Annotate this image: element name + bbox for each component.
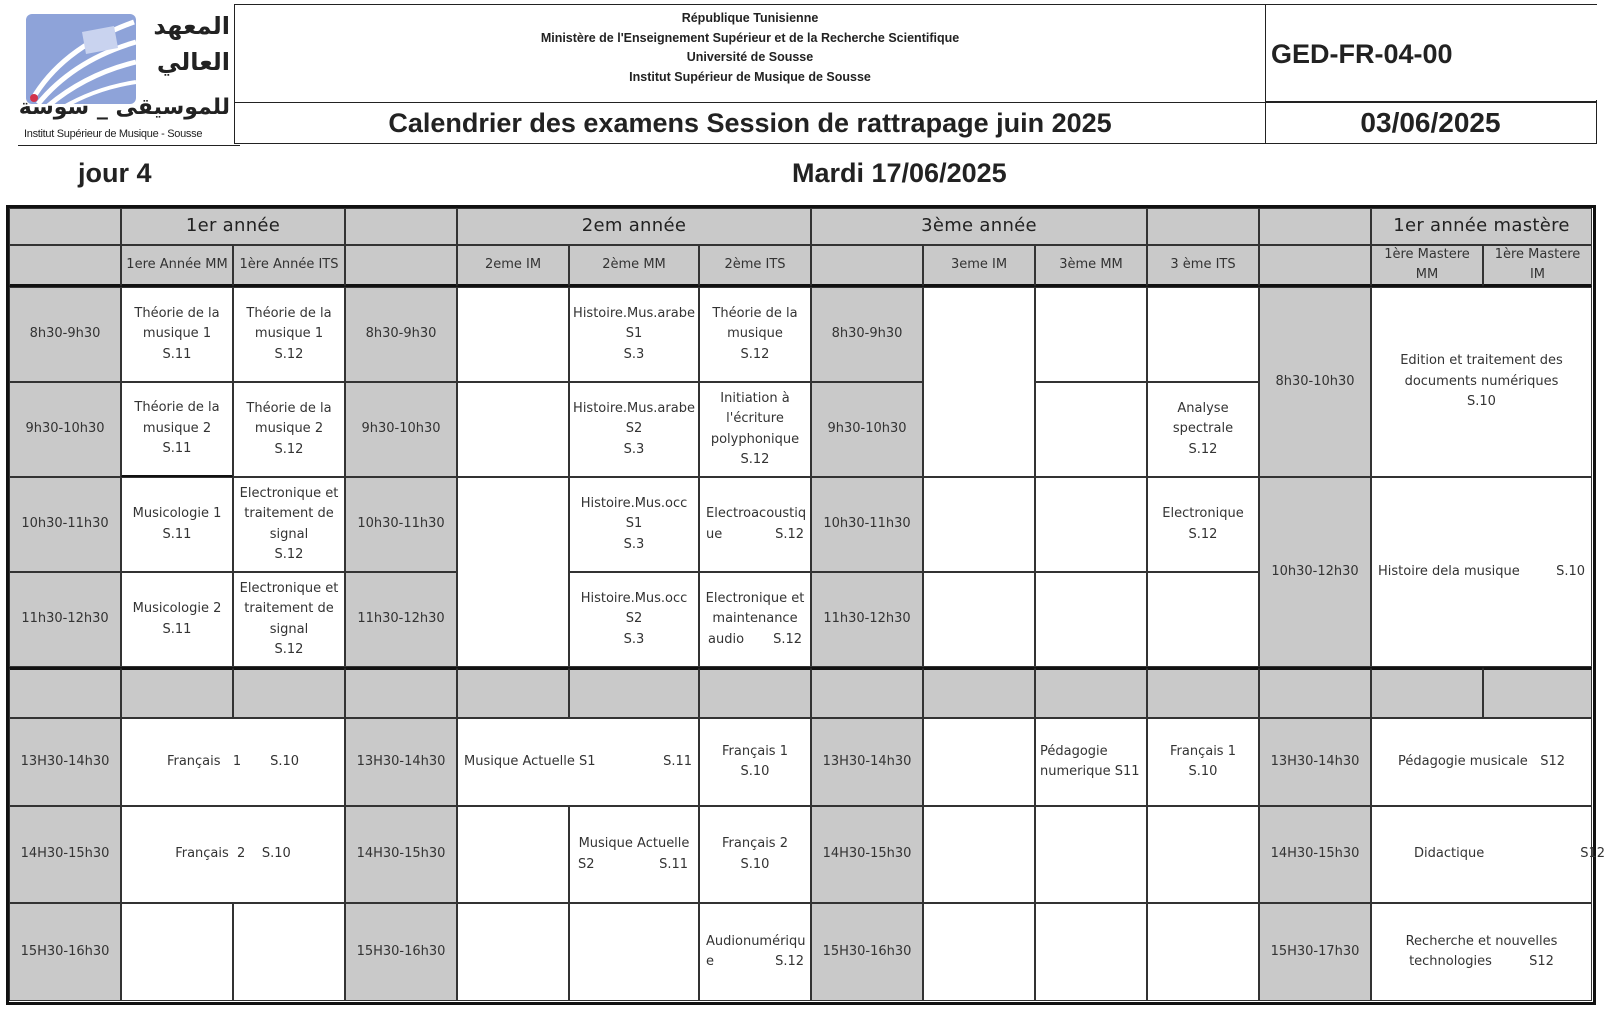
time-cell: 9h30-10h30 xyxy=(9,382,121,477)
exam-cell xyxy=(699,903,811,1001)
room-label: S.11 xyxy=(659,856,688,872)
empty-cell xyxy=(923,903,1035,1001)
exam-cell: Musicologie 2 S.11 xyxy=(121,572,233,667)
blank-subheader-cell xyxy=(1259,245,1371,287)
exam-cell-text: Musique Actuelle S1 xyxy=(464,753,596,769)
break-cell xyxy=(699,667,811,718)
logo-arabic-line-2: العالي xyxy=(156,48,230,76)
info-line-ministry: Ministère de l'Enseignement Supérieur et de la Recherche Scientifique xyxy=(540,30,960,45)
info-line-country: République Tunisienne xyxy=(681,11,819,25)
break-cell xyxy=(923,667,1035,718)
room-label: S.12 xyxy=(773,631,802,647)
exam-cell: Théorie de la musique 2 S.12 xyxy=(233,382,345,477)
exam-cell: Théorie de la musique 1 S.11 xyxy=(121,287,233,382)
exam-cell-line: Musique Actuelle xyxy=(578,836,690,851)
exam-cell-line: Electronique et maintenance xyxy=(705,590,805,627)
empty-cell xyxy=(121,903,233,1001)
exam-cell xyxy=(1371,903,1592,1001)
document-title: Calendrier des examens Session de rattrapage juin 2025 xyxy=(388,108,1112,138)
time-cell: 9h30-10h30 xyxy=(811,382,923,477)
document-code-box xyxy=(1265,4,1597,102)
exam-cell: Français 2 S.10 xyxy=(699,806,811,903)
exam-cell: Histoire.Mus.occ S1 S.3 xyxy=(569,477,699,572)
exam-cell: Histoire.Mus.arabe S2 S.3 xyxy=(569,382,699,477)
time-cell: 13H30-14h30 xyxy=(811,718,923,806)
info-line-university: Université de Sousse xyxy=(686,50,814,64)
subheader-y2-its: 2ème ITS xyxy=(699,245,811,287)
document-header xyxy=(6,4,1598,144)
logo-divider xyxy=(18,145,240,146)
exam-cell-text: audio xyxy=(708,631,745,647)
exam-cell: Français 1 S.10 xyxy=(1147,718,1259,806)
exam-cell: Initiation à l'écriture polyphonique S.12 xyxy=(699,382,811,477)
empty-cell xyxy=(233,903,345,1001)
break-cell xyxy=(121,667,233,718)
exam-cell xyxy=(569,806,699,903)
subheader-y1-mm: 1ere Année MM xyxy=(121,245,233,287)
group-header-master1: 1er année mastère xyxy=(1371,208,1592,245)
blank-header-cell xyxy=(1259,208,1371,245)
empty-cell xyxy=(569,903,699,1001)
exam-cell: Edition et traitement des documents numériques S.10 xyxy=(1371,287,1592,477)
exam-cell: Analyse spectrale S.12 xyxy=(1147,382,1259,477)
blank-header-cell xyxy=(345,208,457,245)
day-date: Mardi 17/06/2025 xyxy=(792,158,1007,188)
empty-cell xyxy=(1147,806,1259,903)
document-title-box xyxy=(234,102,1266,144)
time-cell: 8h30-9h30 xyxy=(9,287,121,382)
exam-cell-text: Didactique xyxy=(1414,846,1485,862)
room-label: S.11 xyxy=(663,753,692,769)
document-date-box xyxy=(1265,102,1597,144)
time-cell: 13H30-14h30 xyxy=(1259,718,1371,806)
time-cell: 13H30-14h30 xyxy=(9,718,121,806)
empty-cell xyxy=(457,477,569,667)
exam-cell-line xyxy=(578,855,690,876)
empty-cell xyxy=(1035,382,1147,477)
exam-cell: Pédagogie musicale S12 xyxy=(1371,718,1592,806)
institution-info xyxy=(234,4,1266,102)
time-cell: 11h30-12h30 xyxy=(811,572,923,667)
empty-cell xyxy=(1147,572,1259,667)
exam-cell: Electronique S.12 xyxy=(1147,477,1259,572)
exam-cell xyxy=(1371,477,1592,667)
empty-cell xyxy=(1147,903,1259,1001)
time-cell: 10h30-11h30 xyxy=(9,477,121,572)
subheader-y2-mm: 2ème MM xyxy=(569,245,699,287)
exam-cell xyxy=(457,718,699,806)
exam-cell: Théorie de la musique 1 S.12 xyxy=(233,287,345,382)
empty-cell xyxy=(1035,806,1147,903)
empty-cell xyxy=(1035,287,1147,382)
time-cell: 15H30-17h30 xyxy=(1259,903,1371,1001)
exam-cell: Théorie de la musique S.12 xyxy=(699,287,811,382)
day-label: jour 4 xyxy=(78,158,152,188)
logo-arabic-line-1: المعهد xyxy=(153,12,230,40)
exam-cell xyxy=(1035,718,1147,806)
exam-cell-text: Histoire dela musique xyxy=(1378,563,1520,579)
break-cell xyxy=(9,667,121,718)
group-header-year1: 1er année xyxy=(121,208,345,245)
exam-cell-line: Audionumériqu xyxy=(706,933,806,949)
room-label: S.10 xyxy=(1556,563,1585,579)
time-cell: 14H30-15h30 xyxy=(1259,806,1371,903)
exam-cell xyxy=(1371,806,1605,903)
subheader-m1-im: 1ère Mastere IM xyxy=(1483,245,1592,287)
exam-cell: Histoire.Mus.occ S2 S.3 xyxy=(569,572,699,667)
exam-cell: Electronique et traitement de signal S.12 xyxy=(233,477,345,572)
blank-subheader-cell xyxy=(345,245,457,287)
break-cell xyxy=(1035,667,1147,718)
time-cell: 14H30-15h30 xyxy=(811,806,923,903)
exam-cell-line: Electroacoustiq xyxy=(706,506,807,521)
empty-cell xyxy=(457,903,569,1001)
empty-cell xyxy=(1035,572,1147,667)
time-cell: 11h30-12h30 xyxy=(345,572,457,667)
room-label: S12 xyxy=(1580,846,1605,862)
exam-cell-line: numerique S11 xyxy=(1040,764,1140,779)
subheader-y2-im: 2eme IM xyxy=(457,245,569,287)
break-cell xyxy=(811,667,923,718)
empty-cell xyxy=(1035,477,1147,572)
exam-cell-line xyxy=(706,952,804,973)
time-cell: 11h30-12h30 xyxy=(9,572,121,667)
exam-cell: Français 2 S.10 xyxy=(121,806,345,903)
break-cell xyxy=(1259,667,1371,718)
empty-cell xyxy=(923,477,1035,572)
empty-cell xyxy=(457,287,569,382)
time-cell: 14H30-15h30 xyxy=(9,806,121,903)
exam-cell-line: Pédagogie xyxy=(1040,743,1108,759)
document-code: GED-FR-04-00 xyxy=(1271,39,1453,69)
exam-cell-text: ue xyxy=(706,526,723,542)
exam-cell-line: technologies S12 xyxy=(1409,954,1554,969)
empty-cell xyxy=(1035,903,1147,1001)
document-date: 03/06/2025 xyxy=(1360,107,1501,138)
empty-cell xyxy=(1147,287,1259,382)
group-header-year3: 3ème année xyxy=(811,208,1147,245)
time-cell: 15H30-16h30 xyxy=(9,903,121,1001)
exam-cell-text: e xyxy=(706,954,714,969)
exam-cell: Français 1 S.10 xyxy=(699,718,811,806)
break-cell xyxy=(569,667,699,718)
exam-cell: Théorie de la musique 2 S.11 xyxy=(121,382,233,477)
time-cell: 8h30-9h30 xyxy=(345,287,457,382)
exam-cell-line: Recherche et nouvelles xyxy=(1405,933,1558,949)
exam-schedule-table xyxy=(6,205,1605,1005)
time-cell: 10h30-11h30 xyxy=(345,477,457,572)
subheader-y3-its: 3 ème ITS xyxy=(1147,245,1259,287)
time-cell: 8h30-9h30 xyxy=(811,287,923,382)
subheader-y1-its: 1ère Année ITS xyxy=(233,245,345,287)
break-cell xyxy=(1483,667,1592,718)
time-cell: 8h30-10h30 xyxy=(1259,287,1371,477)
time-cell: 13H30-14h30 xyxy=(345,718,457,806)
room-label: S.12 xyxy=(775,954,804,969)
time-cell: 10h30-11h30 xyxy=(811,477,923,572)
break-cell xyxy=(233,667,345,718)
time-cell: 9h30-10h30 xyxy=(345,382,457,477)
break-cell xyxy=(345,667,457,718)
empty-cell xyxy=(457,806,569,903)
subheader-y3-mm: 3ème MM xyxy=(1035,245,1147,287)
exam-cell-line xyxy=(706,525,804,546)
break-cell xyxy=(457,667,569,718)
blank-header-cell xyxy=(1147,208,1259,245)
break-cell xyxy=(1371,667,1483,718)
empty-cell xyxy=(923,806,1035,903)
exam-cell-text: S2 xyxy=(578,856,595,872)
empty-cell xyxy=(923,572,1035,667)
break-cell xyxy=(1147,667,1259,718)
time-cell: 15H30-16h30 xyxy=(811,903,923,1001)
exam-cell xyxy=(699,477,811,572)
exam-cell: Français 1 S.10 xyxy=(121,718,345,806)
blank-header-cell xyxy=(9,208,121,245)
logo-caption: Institut Supérieur de Musique - Sousse xyxy=(24,128,203,140)
subheader-m1-mm: 1ère Mastere MM xyxy=(1371,245,1483,287)
blank-subheader-cell xyxy=(811,245,923,287)
exam-cell-line xyxy=(704,630,806,651)
institute-logo xyxy=(18,8,234,144)
time-cell: 15H30-16h30 xyxy=(345,903,457,1001)
room-label: S.12 xyxy=(775,526,804,542)
blank-subheader-cell xyxy=(9,245,121,287)
logo-arabic-line-3: للموسيقى _ سوسة xyxy=(18,95,230,120)
exam-cell xyxy=(699,572,811,667)
exam-cell: Musicologie 1 S.11 xyxy=(121,477,233,572)
subheader-y3-im: 3eme IM xyxy=(923,245,1035,287)
exam-cell: Electronique et traitement de signal S.12 xyxy=(233,572,345,667)
empty-cell xyxy=(923,287,1035,477)
time-cell: 14H30-15h30 xyxy=(345,806,457,903)
group-header-year2: 2em année xyxy=(457,208,811,245)
exam-cell: Histoire.Mus.arabe S1 S.3 xyxy=(569,287,699,382)
time-cell: 10h30-12h30 xyxy=(1259,477,1371,667)
info-line-institute: Institut Supérieur de Musique de Sousse xyxy=(629,69,871,84)
empty-cell xyxy=(457,382,569,477)
empty-cell xyxy=(923,718,1035,806)
